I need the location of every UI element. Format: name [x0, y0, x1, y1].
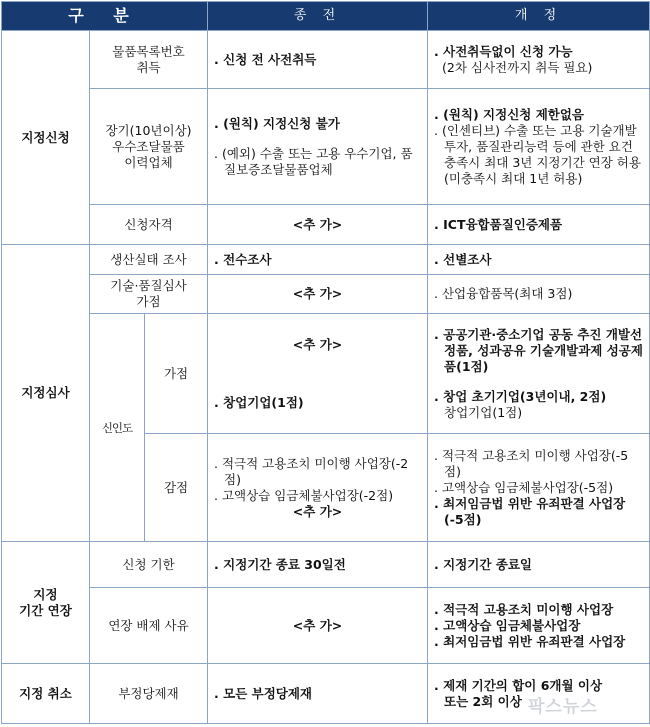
- item-tech-quality: 기술·품질심사 가점: [90, 275, 208, 314]
- comparison-table: [1, 1, 650, 724]
- table-row: [2, 31, 650, 89]
- table-row: [2, 89, 650, 205]
- after-purchase: . 사전취득없이 신청 가능 (2차 심사전까지 취득 필요): [428, 31, 650, 89]
- table-row: [2, 314, 650, 434]
- section-label-extension: 지정 기간 연장: [2, 542, 90, 664]
- header-after: 개 정: [428, 2, 650, 31]
- item-purchase: 물품목록번호 취득: [90, 31, 208, 89]
- after-exclusion: . 적극적 고용조치 미이행 사업장 . 고액상습 임금체불사업장 . 최저임금법 위반 유죄판결 사업장: [428, 588, 650, 664]
- after-penalty: . 적극적 고용조치 미이행 사업장(-5점) . 고액상습 임금체불사업장(-5점) . 최저임금법 위반 유죄판결 사업장(-5점): [428, 434, 650, 542]
- header-category: 구 분: [2, 2, 208, 31]
- section-label-review: 지정심사: [2, 245, 90, 542]
- after-qualification: . ICT융합품질인증제품: [428, 205, 650, 245]
- item-production: 생산실태 조사: [90, 245, 208, 275]
- item-sanction: 부정당제재: [90, 664, 208, 724]
- item-deadline: 신청 기한: [90, 542, 208, 588]
- table-row: [2, 275, 650, 314]
- before-bonus: <추 가> . 창업기업(1점): [208, 314, 428, 434]
- header-before: 종 전: [208, 2, 428, 31]
- group-label-credit: 신인도: [90, 314, 145, 542]
- header-row: [2, 2, 650, 31]
- after-deadline: . 지정기간 종료일: [428, 542, 650, 588]
- before-penalty: . 적극적 고용조치 미이행 사업장(-2점) . 고액상습 임금체불사업장(-2점) <추 가>: [208, 434, 428, 542]
- item-penalty: 감점: [145, 434, 208, 542]
- before-tech-quality: <추 가>: [208, 275, 428, 314]
- after-sanction: . 제재 기간의 합이 6개월 이상 또는 2회 이상: [428, 664, 650, 724]
- after-bonus: . 공공기관·중소기업 공동 추진 개발선정품, 성과공유 기술개발과제 성공제품(1점) . 창업 초기기업(3년이내, 2점) 창업기업(1점): [428, 314, 650, 434]
- before-exclusion: <추 가>: [208, 588, 428, 664]
- item-longterm: 장기(10년이상) 우수조달물품 이력업체: [90, 89, 208, 205]
- item-exclusion: 연장 배제 사유: [90, 588, 208, 664]
- section-label-cancellation: 지정 취소: [2, 664, 90, 724]
- before-longterm: . (원칙) 지정신청 불가 . (예외) 수출 또는 고용 우수기업, 품질보증조달물품업체: [208, 89, 428, 205]
- item-qualification: 신청자격: [90, 205, 208, 245]
- before-deadline: . 지정기간 종료 30일전: [208, 542, 428, 588]
- before-purchase: . 신청 전 사전취득: [208, 31, 428, 89]
- before-production: . 전수조사: [208, 245, 428, 275]
- after-tech-quality: . 산업융합품목(최대 3점): [428, 275, 650, 314]
- after-longterm: . (원칙) 지정신청 제한없음 . (인센티브) 수출 또는 고용 기술개발투자, 품질관리능력 등에 관한 요건 충족시 최대 3년 지정기간 연장 허용 (미충족시 최대 1년 허용): [428, 89, 650, 205]
- item-bonus: 가점: [145, 314, 208, 434]
- after-production: . 선별조사: [428, 245, 650, 275]
- before-qualification: <추 가>: [208, 205, 428, 245]
- table-row: [2, 588, 650, 664]
- table-row: [2, 245, 650, 275]
- watermark-logo: 팍스뉴스: [528, 697, 598, 717]
- before-sanction: . 모든 부정당제재: [208, 664, 428, 724]
- table-row: [2, 542, 650, 588]
- table-row: [2, 205, 650, 245]
- section-label-application: 지정신청: [2, 31, 90, 245]
